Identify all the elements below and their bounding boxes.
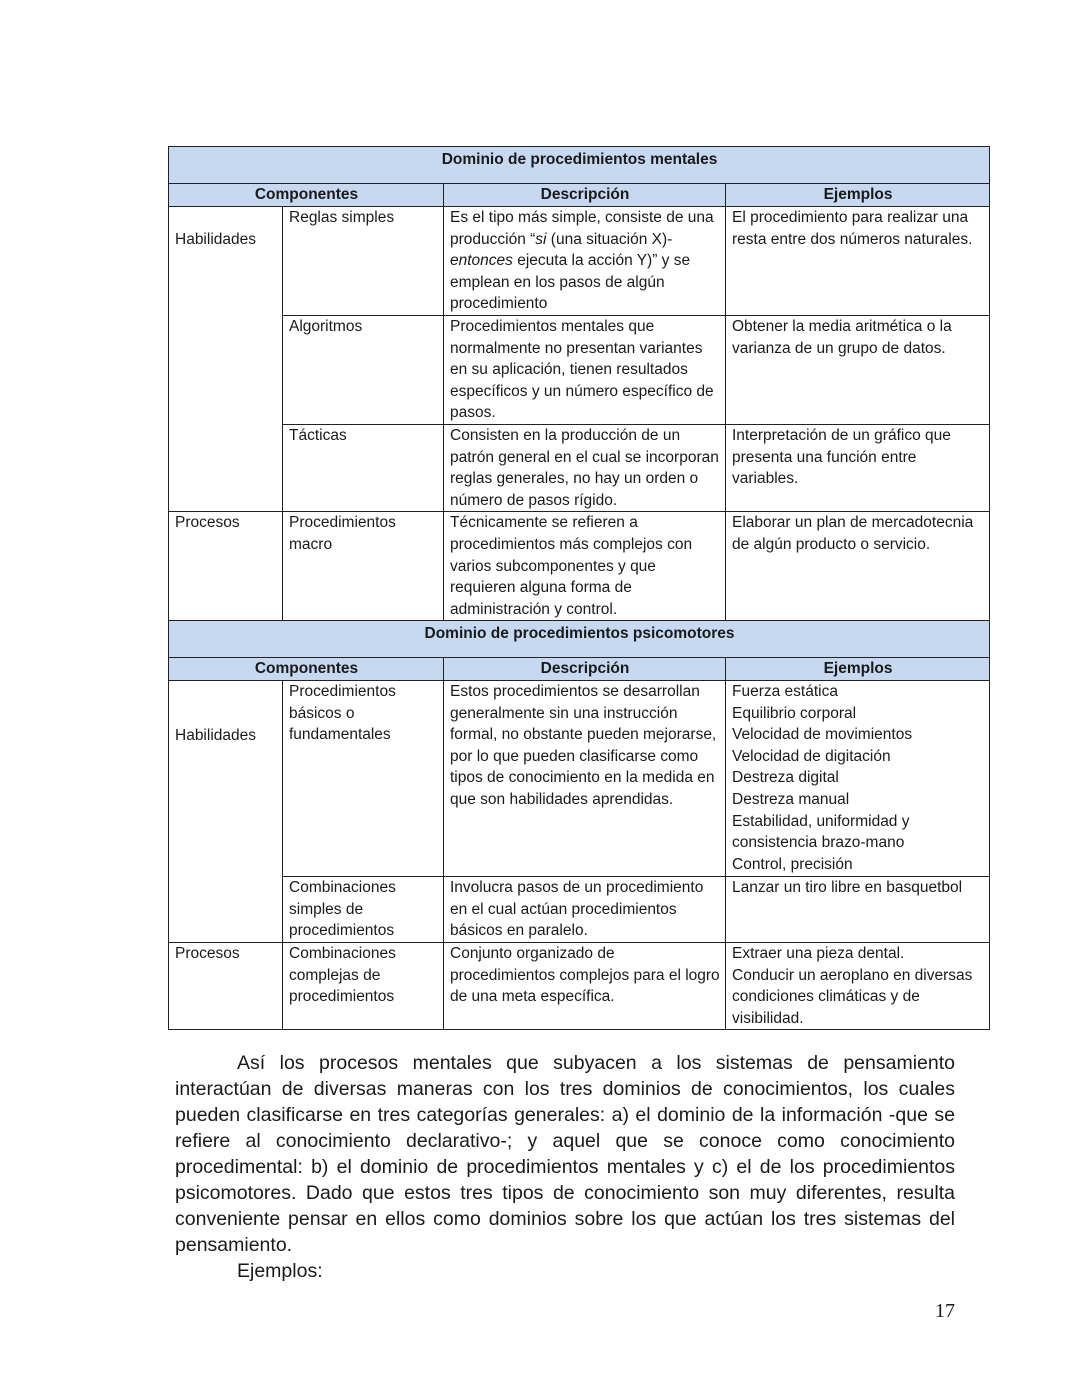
category-habilidades: Habilidades bbox=[169, 681, 283, 943]
header-examples: Ejemplos bbox=[726, 658, 990, 681]
table-row bbox=[169, 877, 990, 943]
table-row bbox=[169, 943, 990, 1030]
component-cell: Reglas simples bbox=[283, 207, 444, 316]
example-cell: El procedimiento para realizar una resta entre dos números naturales. bbox=[726, 207, 990, 316]
description-cell: Es el tipo más simple, consiste de una producción “si (una situación X)- entonces ejecuta la acción Y)” y se emplean en los pasos de algún procedimiento bbox=[444, 207, 726, 316]
component-cell: Combinaciones simples de procedimientos bbox=[283, 877, 444, 943]
example-cell: Elaborar un plan de mercadotecnia de algún producto o servicio. bbox=[726, 512, 990, 621]
examples-label: Ejemplos: bbox=[237, 1260, 323, 1282]
example-cell: Extraer una pieza dental. Conducir un aeroplano en diversas condiciones climáticas y de visibilidad. bbox=[726, 943, 990, 1030]
header-examples: Ejemplos bbox=[726, 184, 990, 207]
table-row bbox=[169, 316, 990, 425]
description-cell: Consisten en la producción de un patrón general en el cual se incorporan reglas generales, no hay un orden o número de pasos rígido. bbox=[444, 425, 726, 512]
category-habilidades: Habilidades bbox=[169, 207, 283, 512]
description-cell: Estos procedimientos se desarrollan generalmente sin una instrucción formal, no obstante pueden mejorarse, por lo que pueden clasificarse como tipos de conocimiento en la medida en que son habilidades aprendidas. bbox=[444, 681, 726, 877]
example-cell: Obtener la media aritmética o la varianza de un grupo de datos. bbox=[726, 316, 990, 425]
category-procesos: Procesos bbox=[169, 512, 283, 621]
component-cell: Procedimientos básicos o fundamentales bbox=[283, 681, 444, 877]
description-cell: Técnicamente se refieren a procedimientos más complejos con varios subcomponentes y que requieren alguna forma de administración y control. bbox=[444, 512, 726, 621]
description-cell: Involucra pasos de un procedimiento en el cual actúan procedimientos básicos en paralelo. bbox=[444, 877, 726, 943]
category-procesos: Procesos bbox=[169, 943, 283, 1030]
table-row bbox=[169, 512, 990, 621]
description-cell: Procedimientos mentales que normalmente no presentan variantes en su aplicación, tienen resultados específicos y un número específico de pasos. bbox=[444, 316, 726, 425]
psychomotor-procedures-table bbox=[168, 620, 990, 1030]
example-cell: Interpretación de un gráfico que presenta una función entre variables. bbox=[726, 425, 990, 512]
header-description: Descripción bbox=[444, 658, 726, 681]
body-text bbox=[175, 1050, 955, 1284]
page-number: 17 bbox=[935, 1300, 955, 1322]
body-paragraph: Así los procesos mentales que subyacen a los sistemas de pensamiento interactúan de diversas maneras con los tres dominios de conocimientos, los cuales pueden clasificarse en tres categorías generales: a) el dominio de la información -que se refiere al conocimiento declarativo-; y aquel que se conoce como conocimiento procedimental: b) el dominio de procedimientos mentales y c) el de los procedimientos psicomotores. Dado que estos tres tipos de conocimiento son muy diferentes, resulta conveniente pensar en ellos como dominios sobre los que actúan los tres sistemas del pensamiento. bbox=[175, 1052, 955, 1256]
component-cell: Tácticas bbox=[283, 425, 444, 512]
header-description: Descripción bbox=[444, 184, 726, 207]
table-row bbox=[169, 207, 990, 316]
example-cell: Lanzar un tiro libre en basquetbol bbox=[726, 877, 990, 943]
table-row bbox=[169, 425, 990, 512]
component-cell: Algoritmos bbox=[283, 316, 444, 425]
component-cell: Combinaciones complejas de procedimientos bbox=[283, 943, 444, 1030]
table-title: Dominio de procedimientos mentales bbox=[169, 147, 990, 184]
header-components: Componentes bbox=[169, 658, 444, 681]
description-cell: Conjunto organizado de procedimientos complejos para el logro de una meta específica. bbox=[444, 943, 726, 1030]
table-title: Dominio de procedimientos psicomotores bbox=[169, 621, 990, 658]
header-components: Componentes bbox=[169, 184, 444, 207]
mental-procedures-table bbox=[168, 146, 990, 621]
component-cell: Procedimientos macro bbox=[283, 512, 444, 621]
table-row bbox=[169, 681, 990, 877]
example-cell: Fuerza estática Equilibrio corporal Velocidad de movimientos Velocidad de digitación Destreza digital Destreza manual Estabilidad, uniformidad y consistencia brazo-mano Control, precisión bbox=[726, 681, 990, 877]
